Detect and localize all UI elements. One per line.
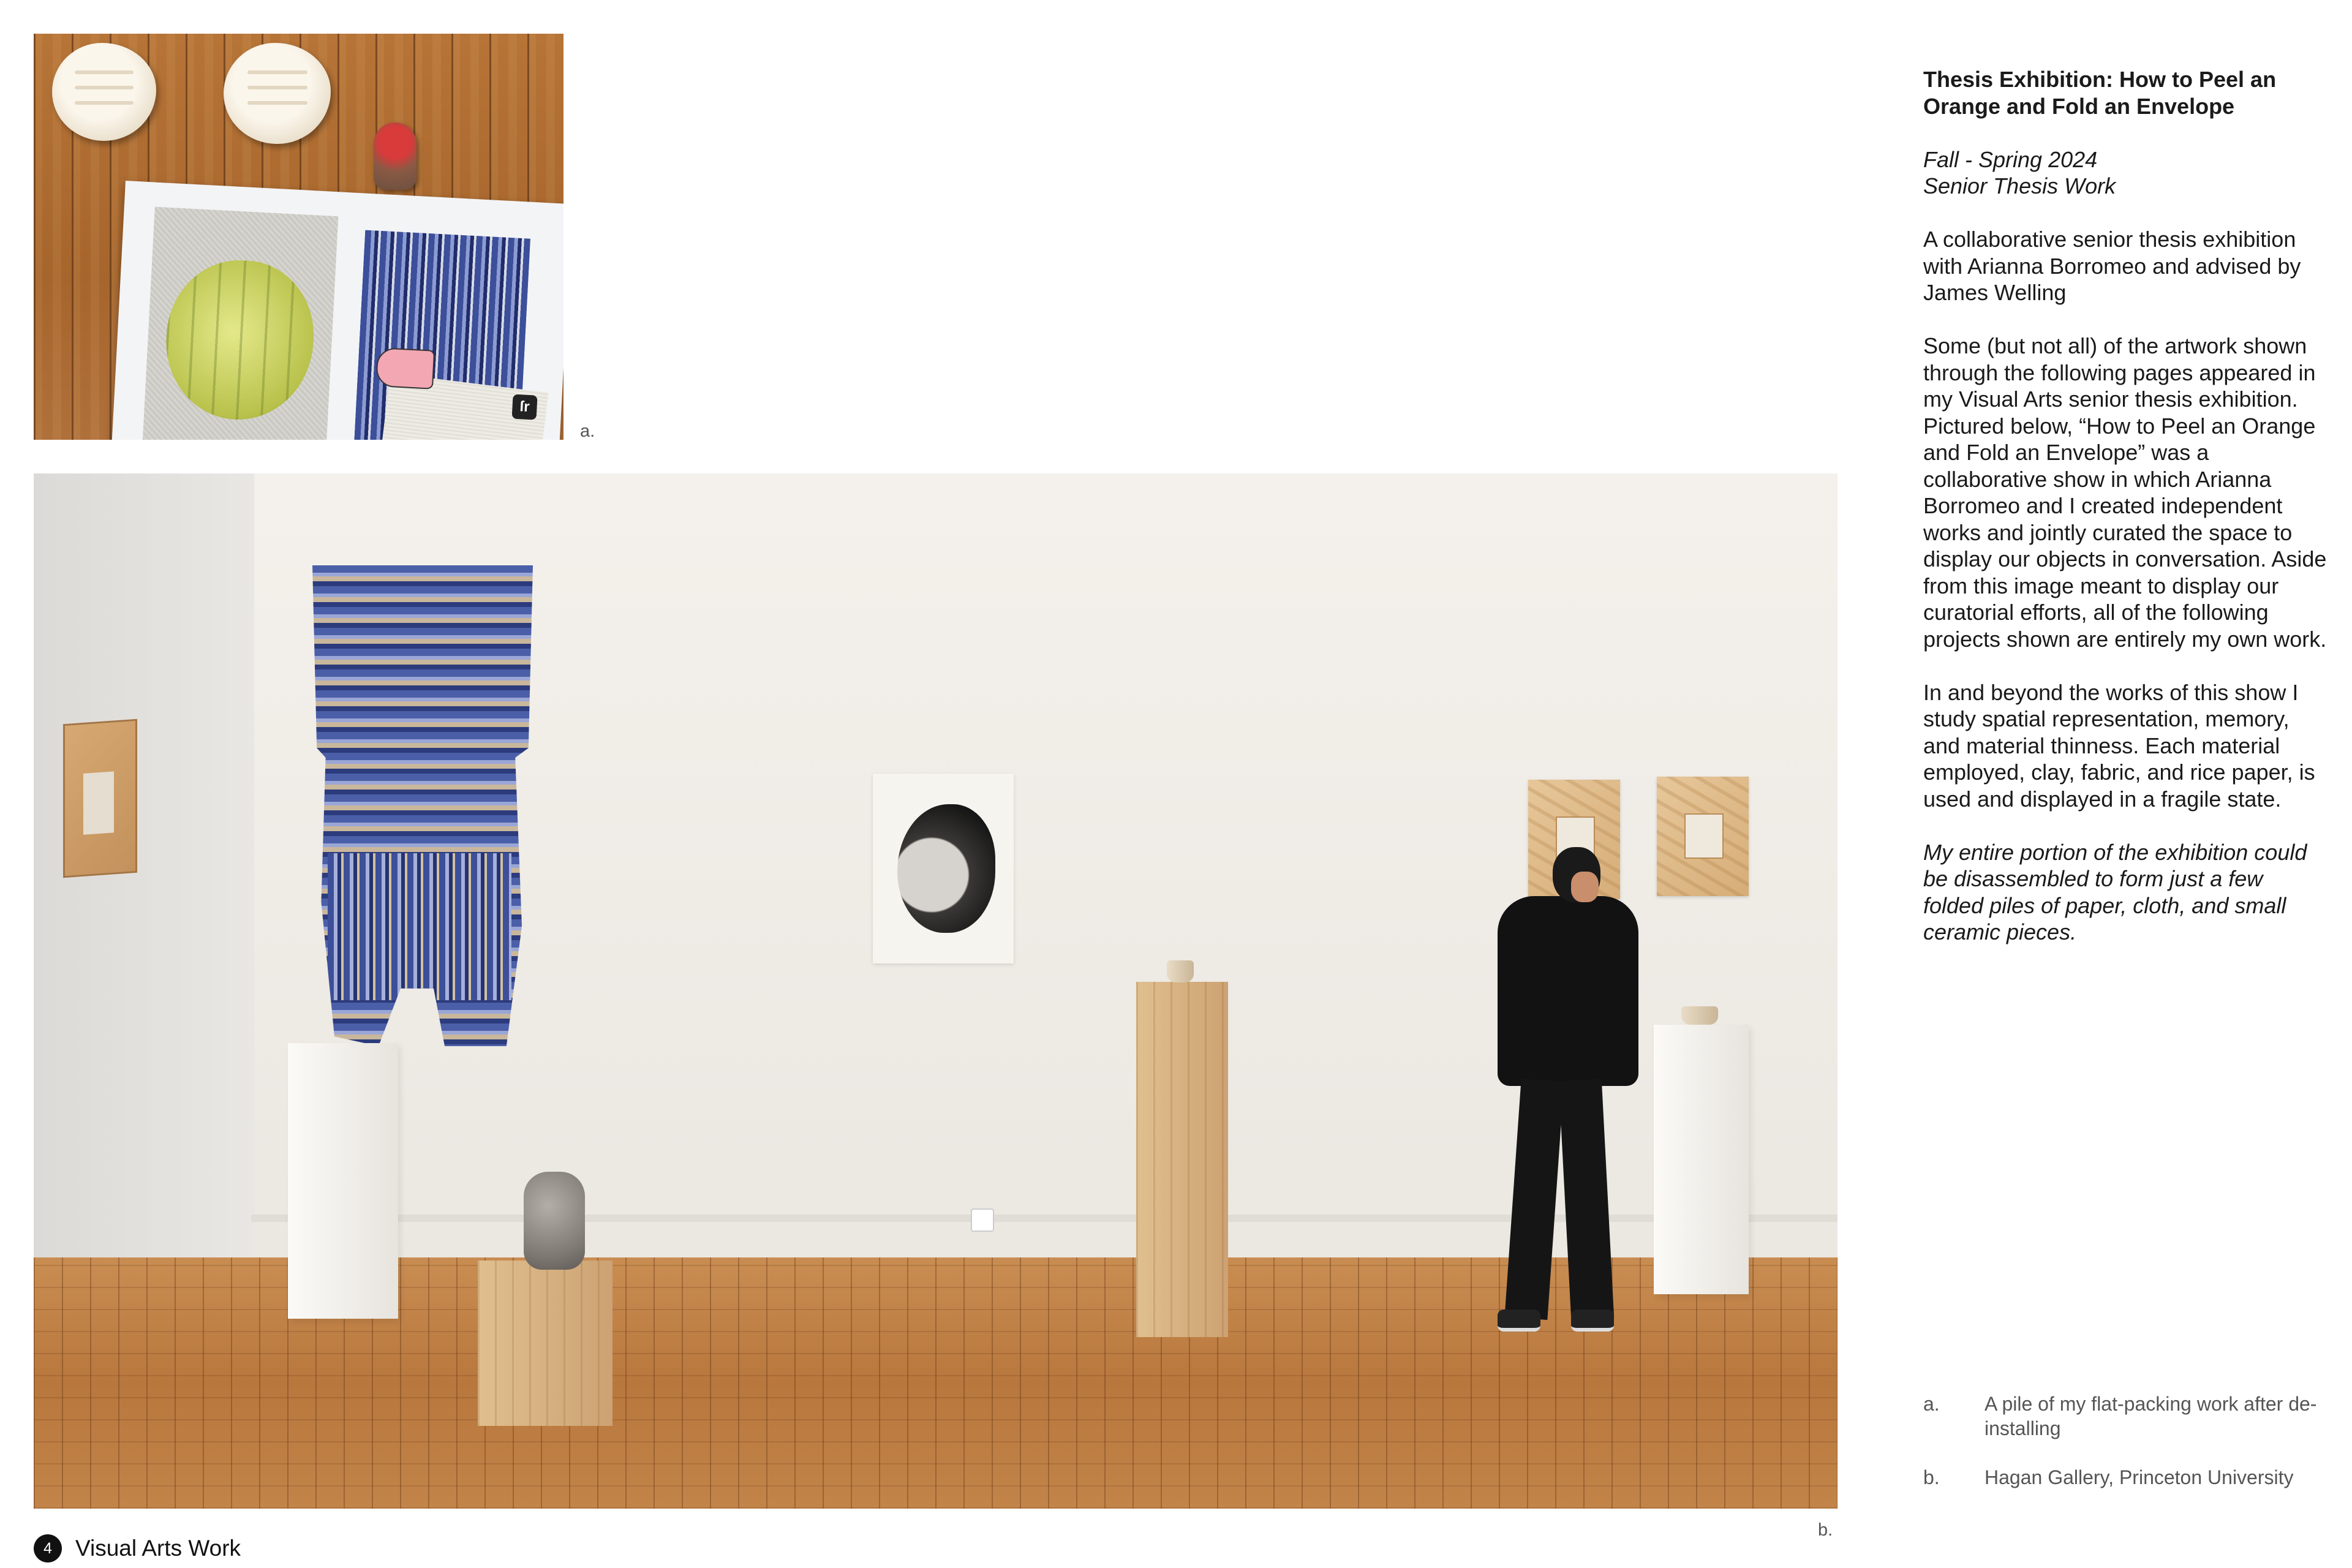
exhibition-title: Thesis Exhibition: How to Peel an Orange and Fold an Envelope bbox=[1923, 67, 2277, 119]
tall-wood-pedestal bbox=[1136, 982, 1228, 1337]
small-wood-frame-left bbox=[63, 719, 137, 878]
paragraph-collaboration: A collaborative senior thesis exhibition with Arianna Borromeo and advised by James Welling bbox=[1923, 227, 2301, 305]
period: Fall - Spring 2024 bbox=[1923, 146, 2098, 172]
caption-text: Hagan Gallery, Princeton University bbox=[1985, 1466, 2294, 1488]
figure-captions bbox=[1923, 1392, 2328, 1514]
paragraph-disassembly: My entire portion of the exhibition could be disassembled to form just a few folded piles of paper, cloth, and small ceramic pieces. bbox=[1923, 839, 2307, 944]
low-wood-stool bbox=[478, 1261, 612, 1426]
caption-letter: a. bbox=[1923, 1393, 1940, 1415]
small-ceramic-cup bbox=[1167, 960, 1194, 982]
small-ceramic-jar bbox=[374, 123, 417, 190]
rice-paper-drawing bbox=[873, 774, 1014, 963]
ceramic-vase bbox=[524, 1172, 585, 1270]
white-pedestal-right bbox=[1654, 1025, 1749, 1294]
description-column bbox=[1923, 66, 2328, 972]
label-tag-icon: ſr bbox=[512, 394, 538, 420]
small-ceramic-piece bbox=[1681, 1006, 1718, 1025]
subtitle: Senior Thesis Work bbox=[1923, 173, 2116, 198]
caption-text: A pile of my flat-packing work after de-installing bbox=[1985, 1393, 2317, 1439]
exhibition-dates bbox=[1923, 146, 2328, 200]
section-title: Visual Arts Work bbox=[75, 1536, 241, 1561]
pink-tag bbox=[375, 347, 435, 390]
visitor-figure bbox=[1479, 847, 1638, 1331]
photo-gallery-installation bbox=[34, 473, 1838, 1509]
striped-tapestry bbox=[312, 565, 533, 1046]
page-number-badge: 4 bbox=[34, 1534, 62, 1562]
figure-a-label: a. bbox=[580, 421, 595, 441]
white-pedestal-left bbox=[288, 1043, 398, 1319]
ceramic-plate-right bbox=[224, 43, 331, 144]
figure-b-label: b. bbox=[1818, 1520, 1833, 1540]
plywood-frame-2 bbox=[1657, 777, 1749, 896]
caption-b bbox=[1923, 1465, 2328, 1490]
photo-flat-pack-pile bbox=[34, 34, 564, 440]
paragraph-overview: Some (but not all) of the artwork shown through the following pages appeared in my Visual Arts senior thesis exhibition. Pictured below, “How to Peel an Orange and Fold an Envelope” was a collaborative show in which Arianna Borromeo and I created independent works and jointly curated the space to display our objects in conversation. Aside from this image meant to display our curatorial efforts, all of the following projects shown are entirely my own work. bbox=[1923, 333, 2327, 652]
ceramic-plate-left bbox=[52, 43, 156, 141]
caption-letter: b. bbox=[1923, 1466, 1940, 1488]
folded-works-board bbox=[109, 181, 564, 440]
wall-outlet-icon bbox=[971, 1208, 994, 1232]
caption-a bbox=[1923, 1392, 2328, 1441]
paragraph-materials: In and beyond the works of this show I study spatial representation, memory, and material thinness. Each material employed, clay, fabric, and rice paper, is used and displayed in a fragile state. bbox=[1923, 679, 2315, 812]
